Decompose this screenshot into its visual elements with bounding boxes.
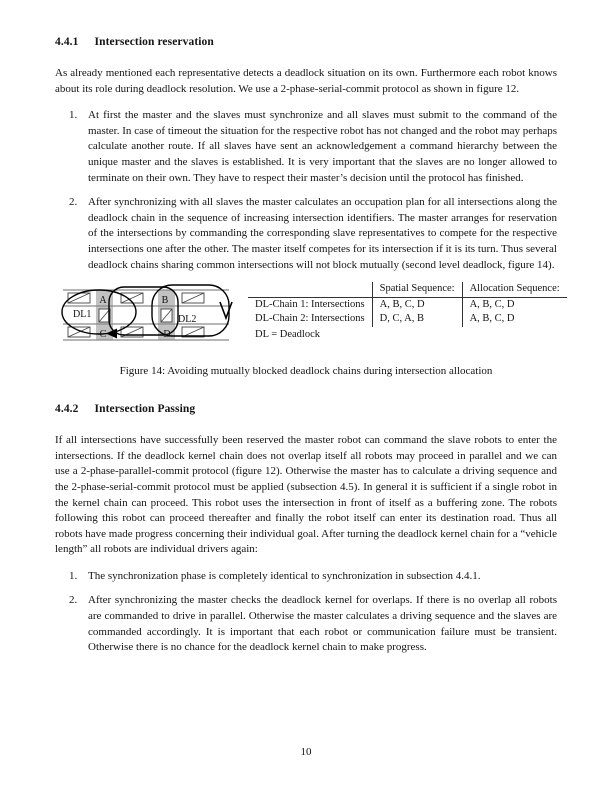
list-item-number: 1. [69, 569, 78, 582]
intersection-label-b: B [161, 295, 169, 307]
table-header-spatial: Spatial Sequence: [372, 282, 462, 297]
table-header-allocation: Allocation Sequence: [462, 282, 567, 297]
list-item-text: After synchronizing with all slaves the master calculates an occupation plan for all intersections along the deadlock chain in the sequence of increasing intersection identifiers. The master arranges for reservation of the intersections by commanding the corresponding slave representatives to compete for the respective intersections one after the other. The master itself competes for its intersection if it is its turn. Thus several deadlock chains sharing common intersections will not block mutually (second level deadlock, figure 14). [88, 196, 557, 271]
figure-14 [55, 282, 560, 357]
section-heading-442 [55, 403, 557, 415]
list-item-text: At first the master and the slaves must synchronize and all slaves must submit to the command of the master. In case of timeout the situation for the respective robot has not changed and the robot may perhaps calculate another route. If all slaves have sent an acknowledgement a command hierarchy between the unique master and the slaves is established. It is very important that the slaves are no longer allowed to terminate on their own. They have to respect their master’s decision until the protocol has finished. [88, 109, 557, 184]
table-row [248, 312, 567, 327]
table-row [248, 297, 567, 312]
numbered-list-441 [55, 108, 557, 273]
section-number: 4.4.1 [55, 36, 79, 48]
section-title: Intersection Passing [94, 403, 196, 416]
table-note: DL = Deadlock [255, 328, 321, 340]
figure-table [248, 282, 567, 327]
list-item-text: After synchronizing the master checks the deadlock kernel for overlaps. If there is no overlap all robots are commanded to drive in parallel. Otherwise the master calculates a driving sequence and the slaves are commanded accordingly. It is important that each robot or communication failure must be transient. Otherwise there is no chance for the deadlock kernel chain to make progress. [88, 594, 557, 654]
list-item-number: 2. [69, 594, 78, 607]
figure-table-block [248, 282, 567, 342]
intersection-label-c: C [99, 329, 107, 341]
section-number: 4.4.2 [55, 403, 79, 416]
table-cell-chain1: DL-Chain 1: Intersections [255, 298, 365, 310]
list-item [55, 195, 557, 273]
table-cell-chain2-spatial: D, C, A, B [372, 312, 462, 327]
list-item [55, 593, 557, 655]
paragraph-441-intro: As already mentioned each representative detects a deadlock situation on its own. Furthermore each robot knows about its role during deadlock resolution. We use a 2-phase-serial-commit protocol as shown in figure 12. [55, 67, 557, 95]
list-item-number: 2. [69, 196, 78, 209]
deadlock-diagram [55, 282, 242, 357]
table-cell-chain2: DL-Chain 2: Intersections [255, 313, 365, 325]
table-cell-chain2-alloc: A, B, C, D [462, 312, 567, 327]
list-item-text: The synchronization phase is completely identical to synchronization in subsection 4.4.1. [88, 569, 481, 582]
table-cell-chain1-alloc: A, B, C, D [462, 297, 567, 312]
intersection-label-d: D [163, 329, 171, 341]
dl1-label: DL1 [73, 309, 92, 321]
intersection-label-a: A [99, 295, 107, 307]
section-title: Intersection reservation [94, 36, 214, 48]
deadlock-diagram-svg [55, 282, 242, 352]
list-item [55, 569, 557, 585]
list-item-number: 1. [69, 109, 78, 122]
table-header-row [248, 282, 567, 297]
dl2-label: DL2 [178, 314, 197, 326]
figure-caption: Figure 14: Avoiding mutually blocked deadlock chains during intersection allocation [119, 365, 493, 378]
arrowhead-down-icon [220, 302, 232, 318]
table-header-empty [248, 282, 372, 297]
paragraph-442-intro: If all intersections have successfully been reserved the master robot can command the slave robots to enter the intersections. If the deadlock kernel chain does not overlap itself all robots may proceed in parallel and we can use a 2-phase-parallel-commit protocol (figure 12). Otherwise the master has to calculate a driving sequence and the 2-phase-serial-commit protocol must be applied (subsection 4.5). In general it is sufficient if a single robot in the kernel chain can proceed. This robot uses the intersection in front of itself as a buffering zone. The robots following this robot can proceed thereafter and finally the robot itself can enter its destination road. Thus all robots have made progress concerning their individual goal. After turning the deadlock kernel chain for a “vehicle length” all robots are individual drivers again: [55, 434, 557, 556]
list-item [55, 108, 557, 186]
table-cell-chain1-spatial: A, B, C, D [372, 297, 462, 312]
numbered-list-442 [55, 569, 557, 656]
section-heading-441 [55, 36, 557, 48]
page-number: 10 [300, 746, 312, 758]
